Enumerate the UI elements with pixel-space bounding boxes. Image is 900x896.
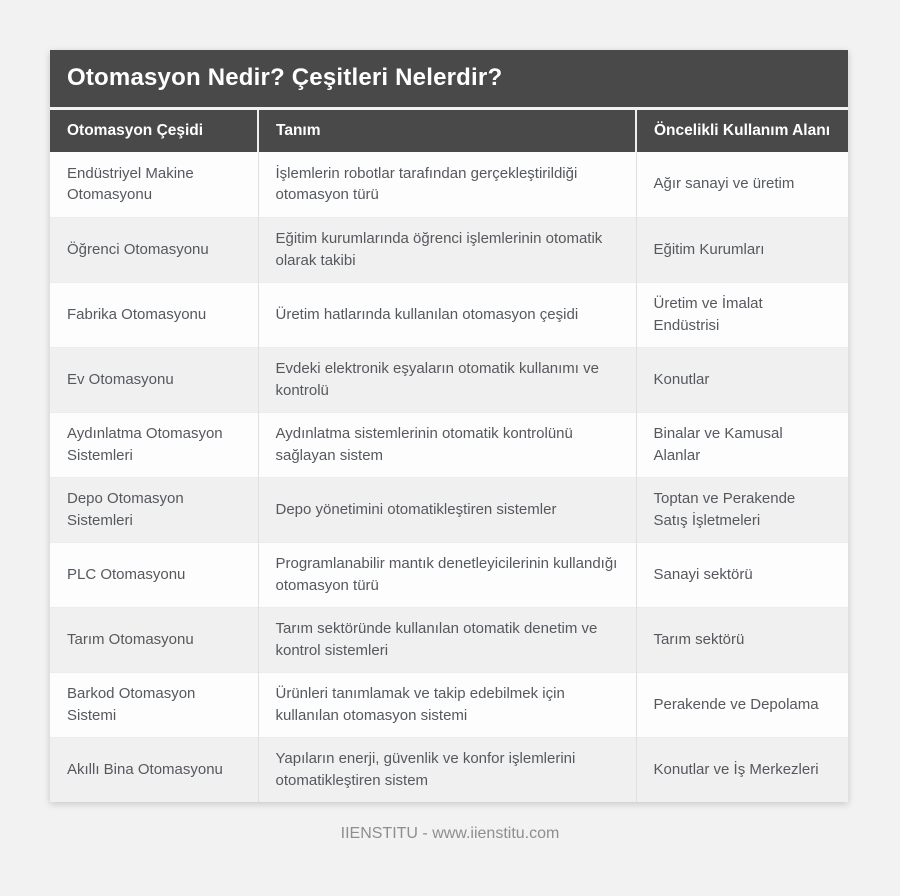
cell-type: Fabrika Otomasyonu <box>50 282 258 347</box>
cell-definition: Yapıların enerji, güvenlik ve konfor işlemlerini otomatikleştiren sistem <box>258 737 636 802</box>
cell-area: Konutlar ve İş Merkezleri <box>636 737 848 802</box>
cell-definition: Aydınlatma sistemlerinin otomatik kontrolünü sağlayan sistem <box>258 412 636 477</box>
cell-type: Öğrenci Otomasyonu <box>50 217 258 282</box>
cell-type: Endüstriyel Makine Otomasyonu <box>67 164 194 204</box>
table-row <box>50 347 848 412</box>
cell-area: Ağır sanayi ve üretim <box>636 152 848 217</box>
cell-type: Akıllı Bina Otomasyonu <box>50 737 258 802</box>
table-header <box>50 109 848 153</box>
automation-table <box>50 107 848 802</box>
table-body <box>50 152 848 802</box>
page-title: Otomasyon Nedir? Çeşitleri Nelerdir? <box>50 50 848 107</box>
column-header-type: Otomasyon Çeşidi <box>50 109 258 153</box>
cell-definition: İşlemlerin robotlar tarafından gerçekleştirildiği otomasyon türü <box>258 152 636 217</box>
cell-area: Konutlar <box>636 347 848 412</box>
cell-area: Eğitim Kurumları <box>636 217 848 282</box>
table-row <box>50 412 848 477</box>
cell-definition: Ürünleri tanımlamak ve takip edebilmek için kullanılan otomasyon sistemi <box>258 672 636 737</box>
table-row <box>50 542 848 607</box>
cell-area: Tarım sektörü <box>636 607 848 672</box>
cell-area: Üretim ve İmalat Endüstrisi <box>636 282 848 347</box>
cell-type: Barkod Otomasyon Sistemi <box>50 672 258 737</box>
cell-definition: Evdeki elektronik eşyaların otomatik kullanımı ve kontrolü <box>258 347 636 412</box>
table-row <box>50 217 848 282</box>
table-row <box>50 607 848 672</box>
cell-type: Depo Otomasyon Sistemleri <box>50 477 258 542</box>
cell-area: Sanayi sektörü <box>636 542 848 607</box>
cell-area: Perakende ve Depolama <box>636 672 848 737</box>
cell-definition: Programlanabilir mantık denetleyicilerinin kullandığı otomasyon türü <box>258 542 636 607</box>
table-row <box>50 477 848 542</box>
table-row <box>50 282 848 347</box>
cell-type: PLC Otomasyonu <box>50 542 258 607</box>
footer-credit: IIENSTITU - www.iienstitu.com <box>340 825 560 842</box>
automation-table-card <box>50 50 848 802</box>
cell-type: Ev Otomasyonu <box>50 347 258 412</box>
cell-area: Toptan ve Perakende Satış İşletmeleri <box>636 477 848 542</box>
column-header-definition: Tanım <box>258 109 636 153</box>
table-row <box>50 737 848 802</box>
cell-area: Binalar ve Kamusal Alanlar <box>636 412 848 477</box>
table-row <box>50 152 848 217</box>
cell-definition: Üretim hatlarında kullanılan otomasyon çeşidi <box>258 282 636 347</box>
column-header-area: Öncelikli Kullanım Alanı <box>636 109 848 153</box>
table-row <box>50 672 848 737</box>
cell-definition: Eğitim kurumlarında öğrenci işlemlerinin otomatik olarak takibi <box>258 217 636 282</box>
cell-definition: Tarım sektöründe kullanılan otomatik denetim ve kontrol sistemleri <box>258 607 636 672</box>
cell-type: Tarım Otomasyonu <box>50 607 258 672</box>
cell-type: Aydınlatma Otomasyon Sistemleri <box>50 412 258 477</box>
cell-definition: Depo yönetimini otomatikleştiren sistemler <box>258 477 636 542</box>
